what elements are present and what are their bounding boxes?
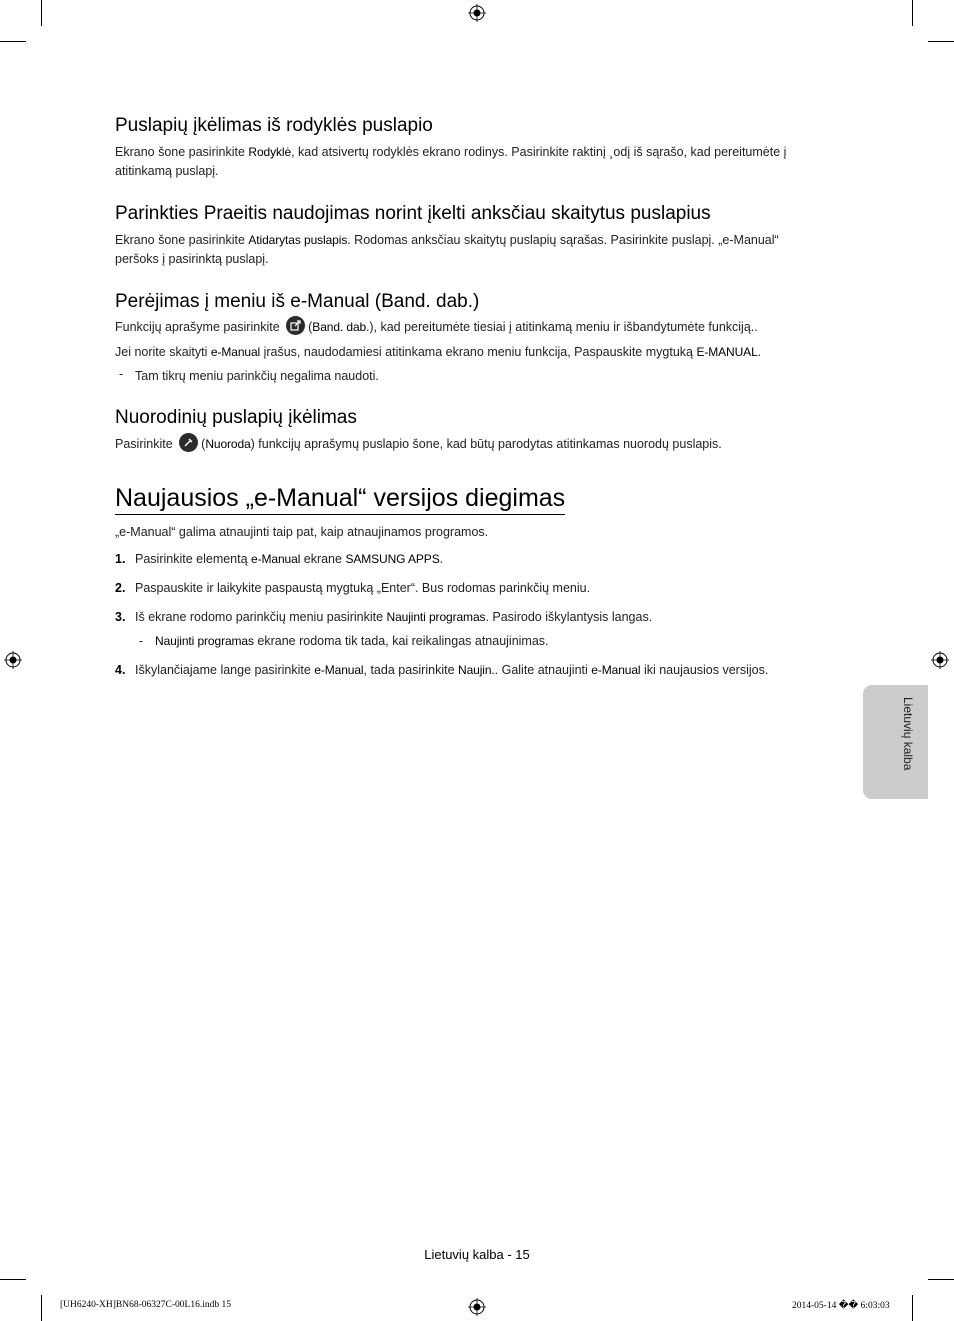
registration-mark-icon xyxy=(931,651,949,669)
body-text: ), kad pereitumėte tiesiai į atitinkamą meniu ir išbandytumėte funkciją.. xyxy=(369,320,758,334)
body-text: Ekrano šone pasirinkite xyxy=(115,145,249,159)
note-text: Tam tikrų meniu parinkčių negalima naudoti. xyxy=(135,369,379,383)
body-text: Funkcijų aprašyme pasirinkite xyxy=(115,320,284,334)
section-title: Parinkties Praeitis naudojimas norint įkelti anksčiau skaitytus puslapius xyxy=(115,203,711,224)
bold-term: SAMSUNG APPS xyxy=(345,552,440,566)
section-body: Funkcijų aprašyme pasirinkite (Band. dab.), kad pereitumėte tiesiai į atitinkamą meniu ir išbandytumėte funkciją.. xyxy=(115,318,815,337)
crop-mark xyxy=(0,41,26,42)
intro-text: „e-Manual“ galima atnaujinti taip pat, kaip atnaujinamos programos. xyxy=(115,525,489,539)
body-text: peršoks į pasirinktą puslapį. xyxy=(115,252,269,266)
body-text: , kad atsivertų rodyklės ekrano rodinys. Pasirinkite raktinį ¸odį iš sąrašo, kad pereitumėte į xyxy=(291,145,787,159)
crop-mark xyxy=(0,1279,26,1280)
bold-term: E-MANUAL xyxy=(696,345,758,359)
body-text: Ekrano šone pasirinkite xyxy=(115,233,249,247)
body-text: . Rodomas anksčiau skaitytų puslapių sąrašas. Pasirinkite puslapį. „e-Manual“ xyxy=(347,233,779,247)
step-text xyxy=(135,610,652,624)
body-text: . Pasirodo iškylantysis langas. xyxy=(485,610,653,624)
body-text: iki naujausios versijos. xyxy=(640,663,769,677)
step-text xyxy=(135,663,768,677)
crop-mark xyxy=(41,0,42,26)
step-number: 1. xyxy=(115,552,126,566)
body-text: Iš ekrane rodomo parinkčių meniu pasirinkite xyxy=(135,610,387,624)
bold-term: Naujinti programas xyxy=(386,610,486,624)
body-text: . xyxy=(439,552,444,566)
section-title: Perėjimas į meniu iš e-Manual (Band. dab.) xyxy=(115,291,480,312)
section-title: Puslapių įkėlimas iš rodyklės puslapio xyxy=(115,115,433,136)
step-number: 2. xyxy=(115,581,126,595)
bold-term: e-Manual xyxy=(314,663,364,677)
step-text: Paspauskite ir laikykite paspaustą mygtuką „Enter“. Bus rodomas parinkčių meniu. xyxy=(135,581,591,595)
bold-term: Band. dab. xyxy=(312,320,370,334)
body-text: Iškylančiajame lange pasirinkite xyxy=(135,663,315,677)
bold-term: Rodyklė xyxy=(248,145,292,159)
body-text: , tada pasirinkite xyxy=(363,663,458,677)
section-body xyxy=(115,343,815,362)
note-dash: - xyxy=(139,634,144,648)
bold-term: Naujin. xyxy=(458,663,495,677)
note-dash: - xyxy=(119,367,124,381)
section-body xyxy=(115,231,815,269)
bold-term: Naujinti programas xyxy=(155,634,254,648)
crop-mark xyxy=(928,41,954,42)
body-text: Pasirinkite elementą xyxy=(135,552,252,566)
body-text: ekrane rodoma tik tada, kai reikalingas atnaujinimas. xyxy=(253,634,549,648)
bold-term: Atidarytas puslapis xyxy=(248,233,348,247)
link-icon xyxy=(179,433,198,452)
registration-mark-icon xyxy=(468,4,486,22)
page-number: Lietuvių kalba - 15 xyxy=(424,1247,530,1262)
bold-term: e-Manual xyxy=(251,552,301,566)
registration-mark-icon xyxy=(4,651,22,669)
print-slug-file: [UH6240-XH]BN68-06327C-00L16.indb 15 xyxy=(60,1300,231,1310)
body-text: . xyxy=(757,345,762,359)
section-title: Nuorodinių puslapių įkėlimas xyxy=(115,407,357,428)
body-text: ekrane xyxy=(300,552,346,566)
step-number: 3. xyxy=(115,610,126,624)
bold-term: e-Manual xyxy=(210,345,261,359)
bold-term: e-Manual xyxy=(591,663,641,677)
registration-mark-icon xyxy=(468,1298,486,1316)
print-slug-date: 2014-05-14 �� 6:03:03 xyxy=(792,1301,890,1311)
try-now-icon xyxy=(286,316,305,335)
body-text: Pasirinkite xyxy=(115,437,177,451)
bold-term: Nuoroda xyxy=(205,437,251,451)
body-text: atitinkamą puslapį. xyxy=(115,164,219,178)
section-body xyxy=(115,143,815,181)
body-text: ) funkcijų aprašymų puslapio šone, kad būtų parodytas atitinkamas nuorodų puslapis. xyxy=(250,437,722,451)
crop-mark xyxy=(912,1295,913,1321)
body-text: Jei norite skaityti xyxy=(115,345,211,359)
crop-mark xyxy=(928,1279,954,1280)
side-tab-label: Lietuvių kalba xyxy=(901,697,915,771)
step-text xyxy=(135,552,443,566)
step-note xyxy=(155,634,549,648)
step-number: 4. xyxy=(115,663,126,677)
body-text: . Galite atnaujinti xyxy=(494,663,592,677)
main-heading: Naujausios „e-Manual“ versijos diegimas xyxy=(115,484,565,515)
crop-mark xyxy=(41,1295,42,1321)
language-side-tab xyxy=(863,685,928,799)
section-body: Pasirinkite (Nuoroda) funkcijų aprašymų puslapio šone, kad būtų parodytas atitinkamas nuorodų puslapis. xyxy=(115,435,815,454)
crop-mark xyxy=(912,0,913,26)
body-text: įrašus, naudodamiesi atitinkama ekrano meniu funkcija, Paspauskite mygtuką xyxy=(260,345,697,359)
